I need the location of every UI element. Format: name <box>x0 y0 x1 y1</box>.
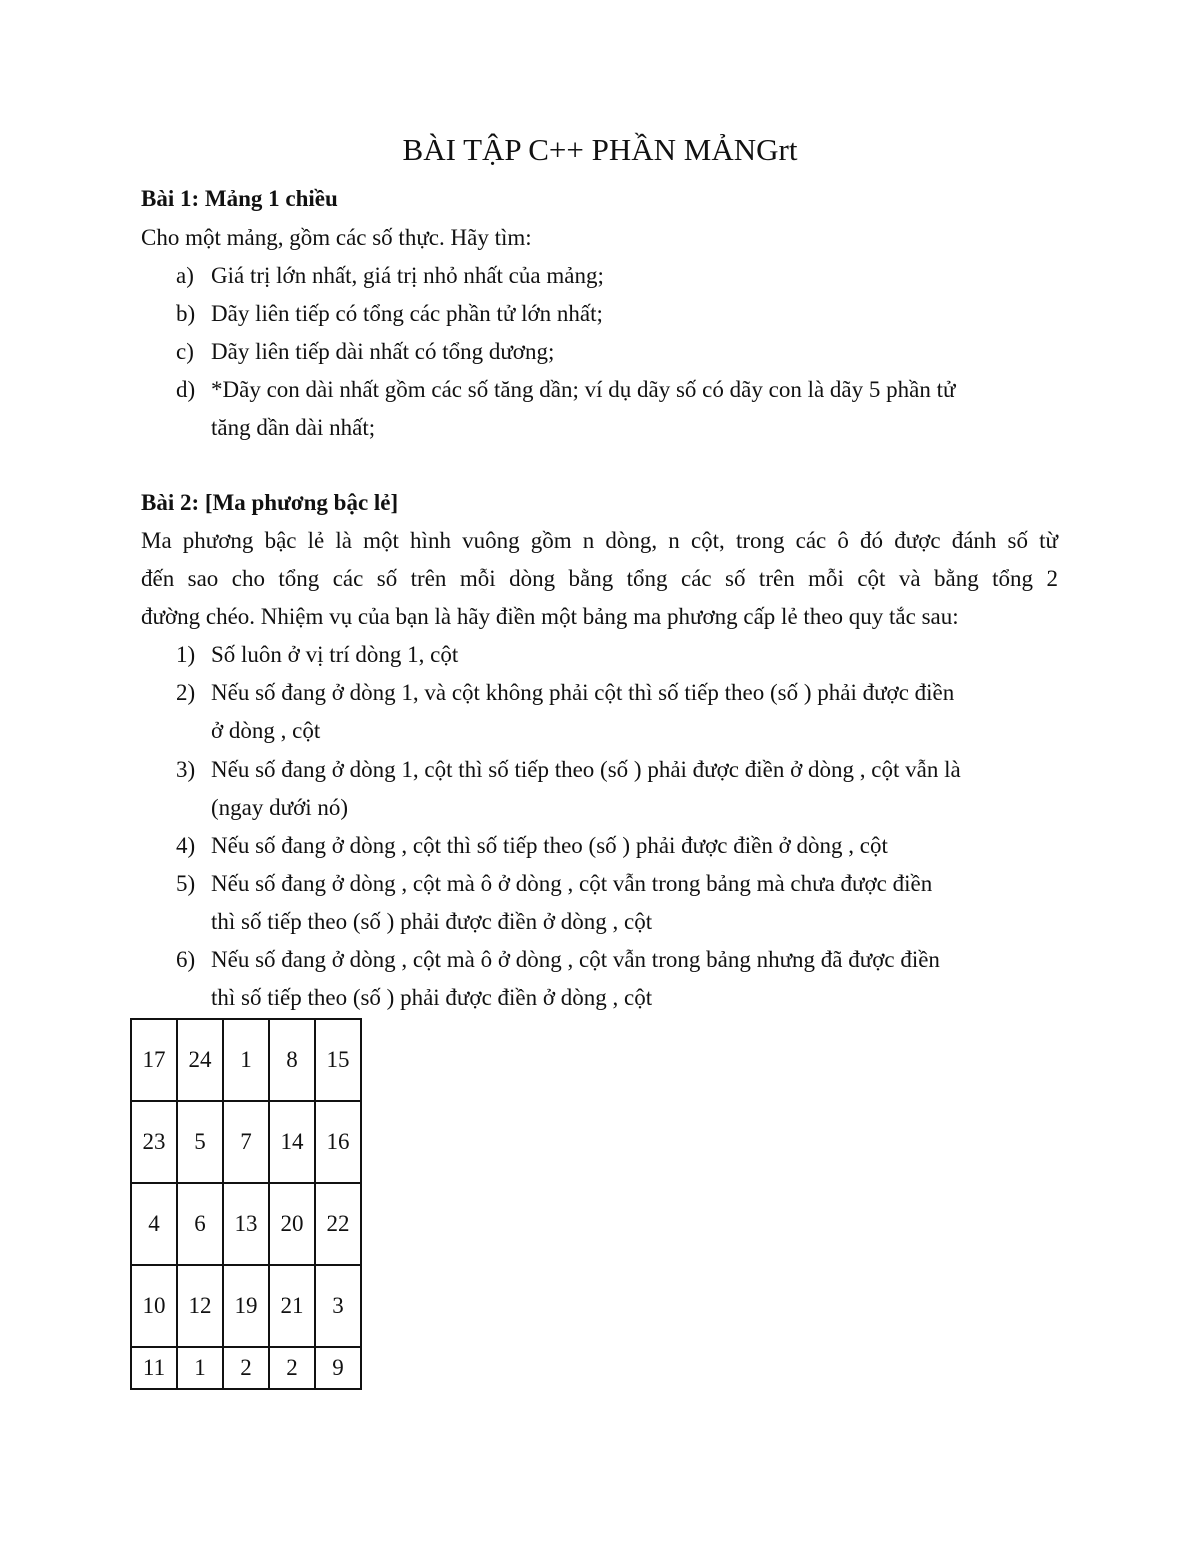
exercise1-item-a: Giá trị lớn nhất, giá trị nhỏ nhất của mảng; <box>211 263 604 288</box>
exercise2-paragraph-line2: đến sao cho tổng các số trên mỗi dòng bằng tổng các số trên mỗi cột và bằng tổng 2 <box>141 566 1058 591</box>
table-cell: 3 <box>315 1265 361 1347</box>
exercise2-heading: Bài 2: [Ma phương bậc lẻ] <box>141 490 399 515</box>
exercise1-item-d: *Dãy con dài nhất gồm các số tăng dần; ví dụ dãy số có dãy con là dãy 5 phần tử <box>211 377 956 402</box>
rule-4-marker: 4) <box>176 833 196 858</box>
table-cell: 13 <box>223 1183 269 1265</box>
table-cell: 11 <box>131 1347 177 1389</box>
table-cell: 10 <box>131 1265 177 1347</box>
table-cell: 23 <box>131 1101 177 1183</box>
table-cell: 6 <box>177 1183 223 1265</box>
exercise1-item-d-cont: tăng dần dài nhất; <box>211 415 376 440</box>
table-cell: 5 <box>177 1101 223 1183</box>
table-row <box>131 1347 361 1389</box>
table-cell: 2 <box>223 1347 269 1389</box>
table-cell: 4 <box>131 1183 177 1265</box>
table-cell: 24 <box>177 1019 223 1101</box>
exercise1-item-a-marker: a) <box>176 263 194 288</box>
table-cell: 22 <box>315 1183 361 1265</box>
table-cell: 9 <box>315 1347 361 1389</box>
rule-2: Nếu số đang ở dòng 1, và cột không phải cột thì số tiếp theo (số ) phải được điền <box>211 680 955 705</box>
rule-3-cont: (ngay dưới nó) <box>211 795 349 820</box>
rule-4: Nếu số đang ở dòng , cột thì số tiếp theo (số ) phải được điền ở dòng , cột <box>211 833 888 858</box>
table-row <box>131 1101 361 1183</box>
rule-6-cont: thì số tiếp theo (số ) phải được điền ở dòng , cột <box>211 985 653 1010</box>
table-cell: 7 <box>223 1101 269 1183</box>
table-row <box>131 1183 361 1265</box>
rule-5-marker: 5) <box>176 871 196 896</box>
table-cell: 20 <box>269 1183 315 1265</box>
rule-6: Nếu số đang ở dòng , cột mà ô ở dòng , cột vẫn trong bảng nhưng đã được điền <box>211 947 940 972</box>
table-cell: 17 <box>131 1019 177 1101</box>
table-cell: 19 <box>223 1265 269 1347</box>
exercise1-item-c: Dãy liên tiếp dài nhất có tổng dương; <box>211 339 555 364</box>
exercise2-paragraph-line1: Ma phương bậc lẻ là một hình vuông gồm n dòng, n cột, trong các ô đó được đánh số từ <box>141 528 1058 553</box>
exercise1-item-c-marker: c) <box>176 339 194 364</box>
table-cell: 15 <box>315 1019 361 1101</box>
table-cell: 16 <box>315 1101 361 1183</box>
page-title: BÀI TẬP C++ PHẦN MẢNGrt <box>402 132 798 167</box>
exercise1-item-b-marker: b) <box>176 301 196 326</box>
rule-6-marker: 6) <box>176 947 196 972</box>
magic-square-table <box>130 1018 362 1390</box>
rule-2-marker: 2) <box>176 680 196 705</box>
exercise1-item-d-marker: d) <box>176 377 196 402</box>
table-row <box>131 1019 361 1101</box>
rule-3: Nếu số đang ở dòng 1, cột thì số tiếp theo (số ) phải được điền ở dòng , cột vẫn là <box>211 757 961 782</box>
table-cell: 12 <box>177 1265 223 1347</box>
rule-2-cont: ở dòng , cột <box>211 718 321 743</box>
rule-5: Nếu số đang ở dòng , cột mà ô ở dòng , cột vẫn trong bảng mà chưa được điền <box>211 871 933 896</box>
rule-5-cont: thì số tiếp theo (số ) phải được điền ở dòng , cột <box>211 909 653 934</box>
table-cell: 2 <box>269 1347 315 1389</box>
rule-3-marker: 3) <box>176 757 196 782</box>
exercise2-paragraph-line3: đường chéo. Nhiệm vụ của bạn là hãy điền một bảng ma phương cấp lẻ theo quy tắc sau: <box>141 604 959 629</box>
rule-1: Số luôn ở vị trí dòng 1, cột <box>211 642 459 667</box>
table-row <box>131 1265 361 1347</box>
exercise1-item-b: Dãy liên tiếp có tổng các phần tử lớn nhất; <box>211 301 603 326</box>
table-cell: 21 <box>269 1265 315 1347</box>
table-cell: 8 <box>269 1019 315 1101</box>
table-cell: 1 <box>177 1347 223 1389</box>
table-cell: 1 <box>223 1019 269 1101</box>
exercise1-intro: Cho một mảng, gồm các số thực. Hãy tìm: <box>141 225 532 250</box>
exercise1-heading: Bài 1: Mảng 1 chiều <box>141 186 338 211</box>
table-cell: 14 <box>269 1101 315 1183</box>
rule-1-marker: 1) <box>176 642 196 667</box>
